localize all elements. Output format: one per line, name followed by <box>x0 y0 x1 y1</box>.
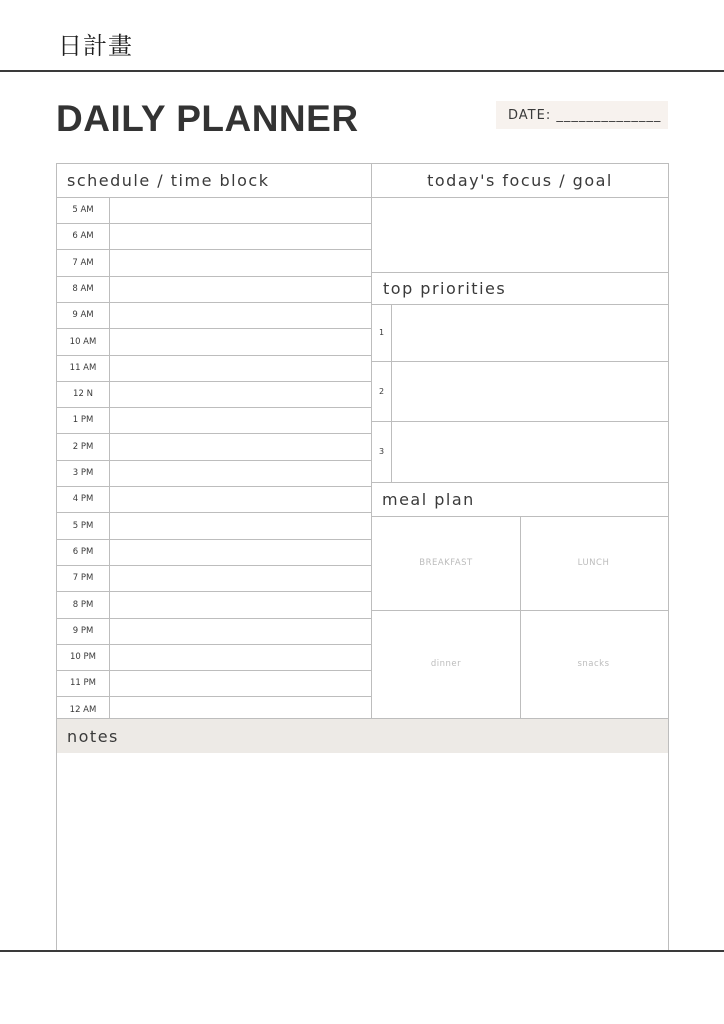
focus-input-area[interactable] <box>371 197 669 273</box>
schedule-row[interactable] <box>56 407 372 434</box>
schedule-row[interactable] <box>56 565 372 592</box>
schedule-row[interactable] <box>56 355 372 382</box>
schedule-time-label: 8 PM <box>57 592 110 618</box>
schedule-row[interactable] <box>56 223 372 250</box>
top-label: 日計畫 <box>58 32 133 60</box>
schedule-slot[interactable] <box>110 670 371 696</box>
meal-lunch-label: LUNCH <box>577 558 610 568</box>
schedule-header: schedule / time block <box>56 163 372 198</box>
priority-row[interactable] <box>371 421 669 483</box>
meal-lunch-cell[interactable] <box>519 516 669 611</box>
page-title: DAILY PLANNER <box>56 98 359 139</box>
top-divider <box>0 70 724 72</box>
schedule-time-label: 5 PM <box>57 513 110 539</box>
schedule-time-label: 12 N <box>57 381 110 407</box>
schedule-row[interactable] <box>56 670 372 697</box>
meal-snacks-label: snacks <box>577 659 610 669</box>
schedule-slot[interactable] <box>110 223 371 249</box>
priority-number: 2 <box>372 361 392 421</box>
schedule-row[interactable] <box>56 486 372 513</box>
schedule-row[interactable] <box>56 197 372 224</box>
schedule-time-label: 10 AM <box>57 329 110 355</box>
schedule-time-label: 4 PM <box>57 486 110 512</box>
meal-plan-header: meal plan <box>371 482 669 517</box>
schedule-time-label: 1 PM <box>57 407 110 433</box>
schedule-slot[interactable] <box>110 329 371 355</box>
schedule-slot[interactable] <box>110 276 371 302</box>
bottom-divider <box>0 950 724 952</box>
schedule-slot[interactable] <box>110 460 371 486</box>
schedule-row[interactable] <box>56 250 372 277</box>
schedule-slot[interactable] <box>110 355 371 381</box>
schedule-slot[interactable] <box>110 592 371 618</box>
schedule-row[interactable] <box>56 539 372 566</box>
priority-row[interactable] <box>371 361 669 422</box>
schedule-time-label: 2 PM <box>57 434 110 460</box>
schedule-time-label: 3 PM <box>57 460 110 486</box>
schedule-time-label: 7 PM <box>57 565 110 591</box>
meal-breakfast-label: BREAKFAST <box>419 558 473 568</box>
priority-input[interactable] <box>392 304 668 361</box>
schedule-slot[interactable] <box>110 644 371 670</box>
notes-header: notes <box>56 718 669 754</box>
notes-input-area[interactable] <box>56 753 669 951</box>
schedule-row[interactable] <box>56 592 372 619</box>
schedule-time-label: 7 AM <box>57 250 110 276</box>
schedule-time-label: 10 PM <box>57 644 110 670</box>
schedule-time-label: 5 AM <box>57 197 110 223</box>
schedule-row[interactable] <box>56 644 372 671</box>
meal-dinner-label: dinner <box>430 659 462 669</box>
schedule-row[interactable] <box>56 381 372 408</box>
schedule-slot[interactable] <box>110 618 371 644</box>
schedule-slot[interactable] <box>110 197 371 223</box>
schedule-slot[interactable] <box>110 250 371 276</box>
meal-snacks-cell[interactable] <box>519 610 669 719</box>
schedule-time-label: 11 PM <box>57 670 110 696</box>
priority-input[interactable] <box>392 421 668 482</box>
schedule-slot[interactable] <box>110 434 371 460</box>
schedule-time-label: 9 AM <box>57 302 110 328</box>
schedule-slot[interactable] <box>110 302 371 328</box>
schedule-slot[interactable] <box>110 486 371 512</box>
meal-breakfast-cell[interactable] <box>371 516 521 611</box>
date-field[interactable]: DATE: ______________ <box>496 101 668 129</box>
schedule-slot[interactable] <box>110 513 371 539</box>
schedule-time-label: 9 PM <box>57 618 110 644</box>
priority-number: 1 <box>372 304 392 361</box>
schedule-row[interactable] <box>56 618 372 645</box>
priority-number: 3 <box>372 421 392 482</box>
schedule-time-label: 6 PM <box>57 539 110 565</box>
priorities-header: top priorities <box>371 272 669 305</box>
schedule-time-label: 6 AM <box>57 223 110 249</box>
priority-input[interactable] <box>392 361 668 421</box>
schedule-slot[interactable] <box>110 539 371 565</box>
priority-row[interactable] <box>371 304 669 362</box>
schedule-slot[interactable] <box>110 407 371 433</box>
schedule-row[interactable] <box>56 302 372 329</box>
schedule-row[interactable] <box>56 460 372 487</box>
schedule-row[interactable] <box>56 329 372 356</box>
schedule-row[interactable] <box>56 276 372 303</box>
meal-dinner-cell[interactable] <box>371 610 521 719</box>
schedule-slot[interactable] <box>110 381 371 407</box>
schedule-row[interactable] <box>56 513 372 540</box>
schedule-row[interactable] <box>56 434 372 461</box>
schedule-time-label: 11 AM <box>57 355 110 381</box>
schedule-time-label: 8 AM <box>57 276 110 302</box>
schedule-time-label: 12 AM <box>57 697 110 723</box>
focus-header: today's focus / goal <box>371 163 669 198</box>
schedule-slot[interactable] <box>110 565 371 591</box>
